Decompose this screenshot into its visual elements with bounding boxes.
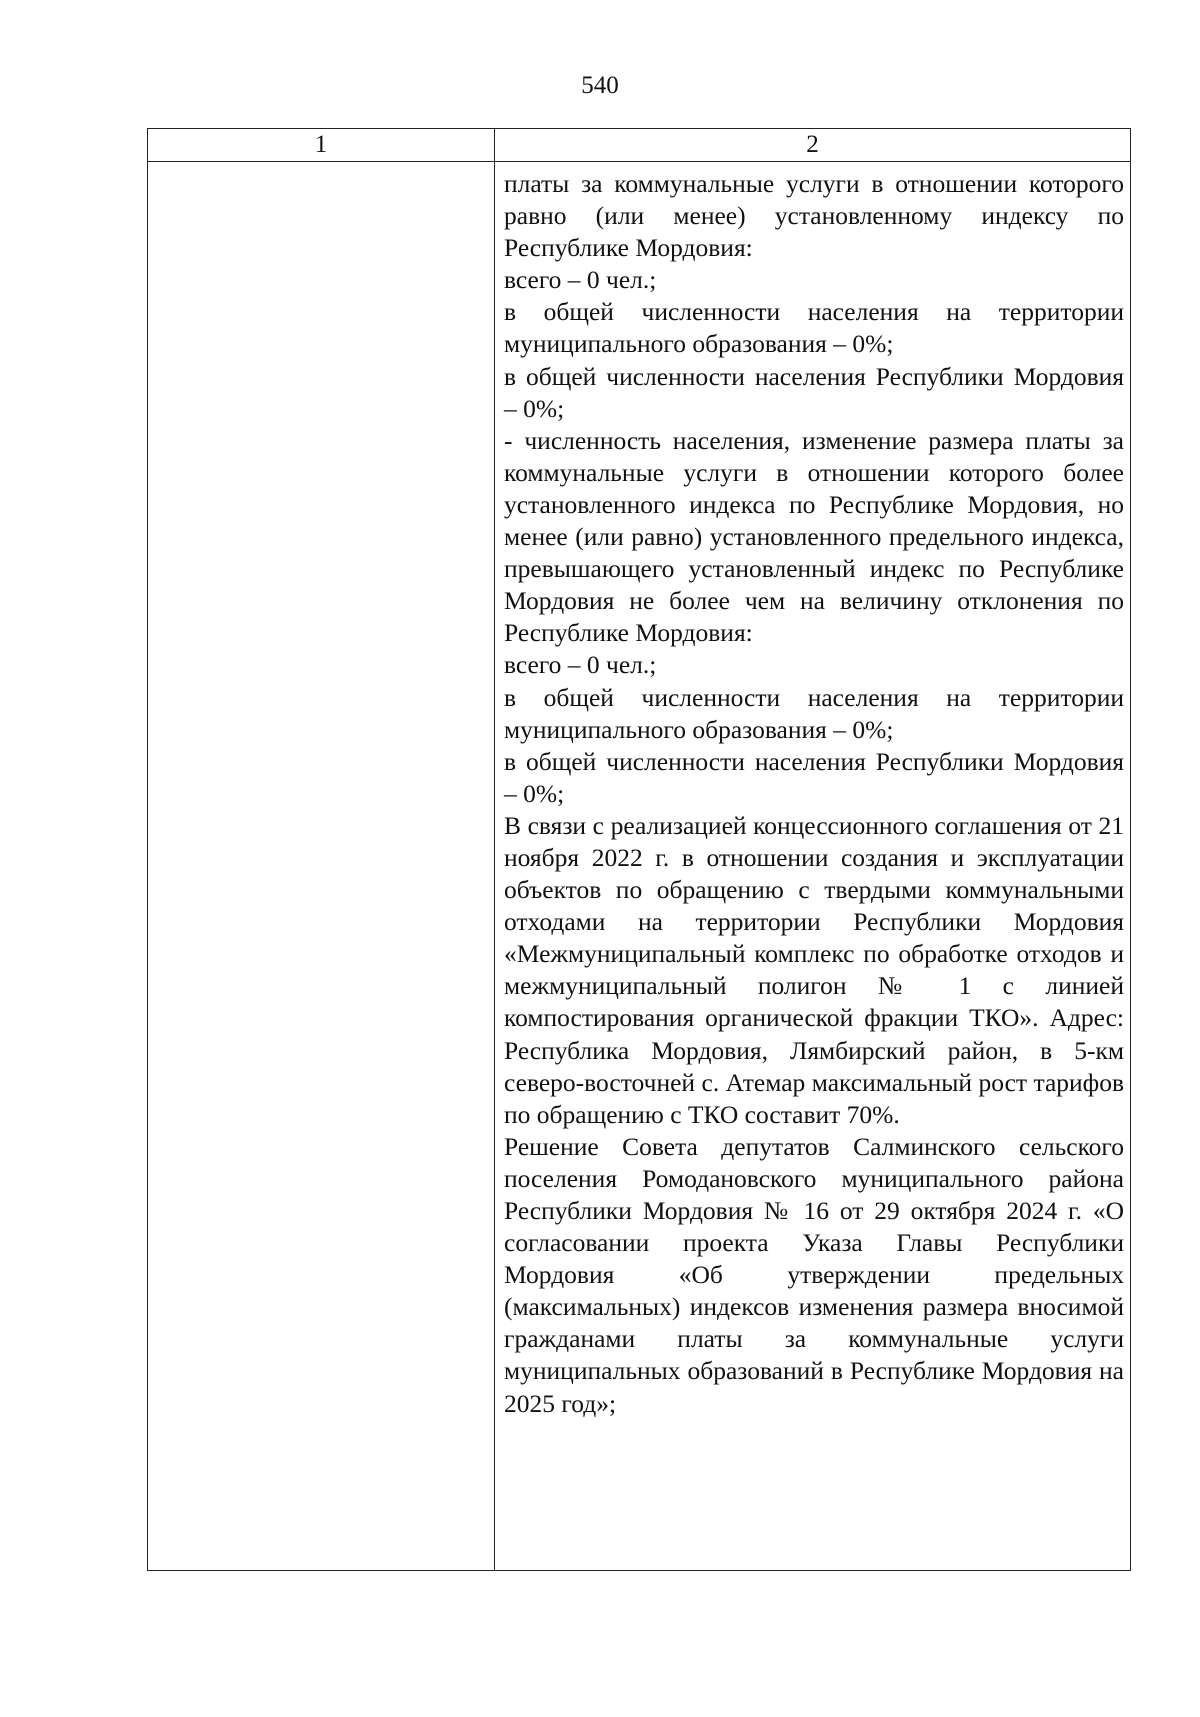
column-header-2: 2 bbox=[495, 129, 1131, 162]
column-header-1: 1 bbox=[148, 129, 495, 162]
content-table bbox=[147, 128, 1131, 1571]
paragraph: всего – 0 чел.; bbox=[504, 650, 657, 680]
page-number: 540 bbox=[581, 72, 619, 99]
paragraph: в общей численности населения на территории муниципального образования – 0%; bbox=[504, 297, 1124, 359]
paragraph: в общей численности населения на территории муниципального образования – 0%; bbox=[504, 682, 1124, 744]
paragraph: всего – 0 чел.; bbox=[504, 265, 657, 295]
paragraph: в общей численности населения Республики Мордовия – 0%; bbox=[504, 361, 1124, 423]
paragraph: платы за коммунальные услуги в отношении которого равно (или менее) установленному индексу по Республике Мордовия: bbox=[504, 169, 1124, 263]
paragraph: - численность населения, изменение размера платы за коммунальные услуги в отношении которого более установленного индекса по Республике Мордовия, но менее (или равно) установленного предельного индекса, превышающего установленный индекс по Республике Мордовия не более чем на величину отклонения по Республике Мордовия: bbox=[504, 425, 1124, 648]
column-2-cell bbox=[495, 162, 1131, 1571]
paragraph: Решение Совета депутатов Салминского сельского поселения Ромодановского муниципального района Республики Мордовия № 16 от 29 октября 2024 г. «О согласовании проекта Указа Главы Республики Мордовия «Об утверждении предельных (максимальных) индексов изменения размера вносимой гражданами платы за коммунальные услуги муниципальных образований в Республике Мордовия на 2025 год»; bbox=[504, 1131, 1124, 1418]
table-row bbox=[148, 162, 1131, 1571]
paragraph: В связи с реализацией концессионного соглашения от 21 ноября 2022 г. в отношении создания и эксплуатации объектов по обращению с твердыми коммунальными отходами на территории Республики Мордовия «Межмуниципальный комплекс по обработке отходов и межмуниципальный полигон № 1 с линией компостирования органической фракции ТКО». Адрес: Республика Мордовия, Лямбирский район, в 5-км северо-восточней с. Атемар максимальный рост тарифов по обращению с ТКО составит 70%. bbox=[504, 810, 1124, 1129]
table-header-row bbox=[148, 129, 1131, 162]
column-1-cell bbox=[148, 162, 495, 1571]
paragraph: в общей численности населения Республики Мордовия – 0%; bbox=[504, 746, 1124, 808]
